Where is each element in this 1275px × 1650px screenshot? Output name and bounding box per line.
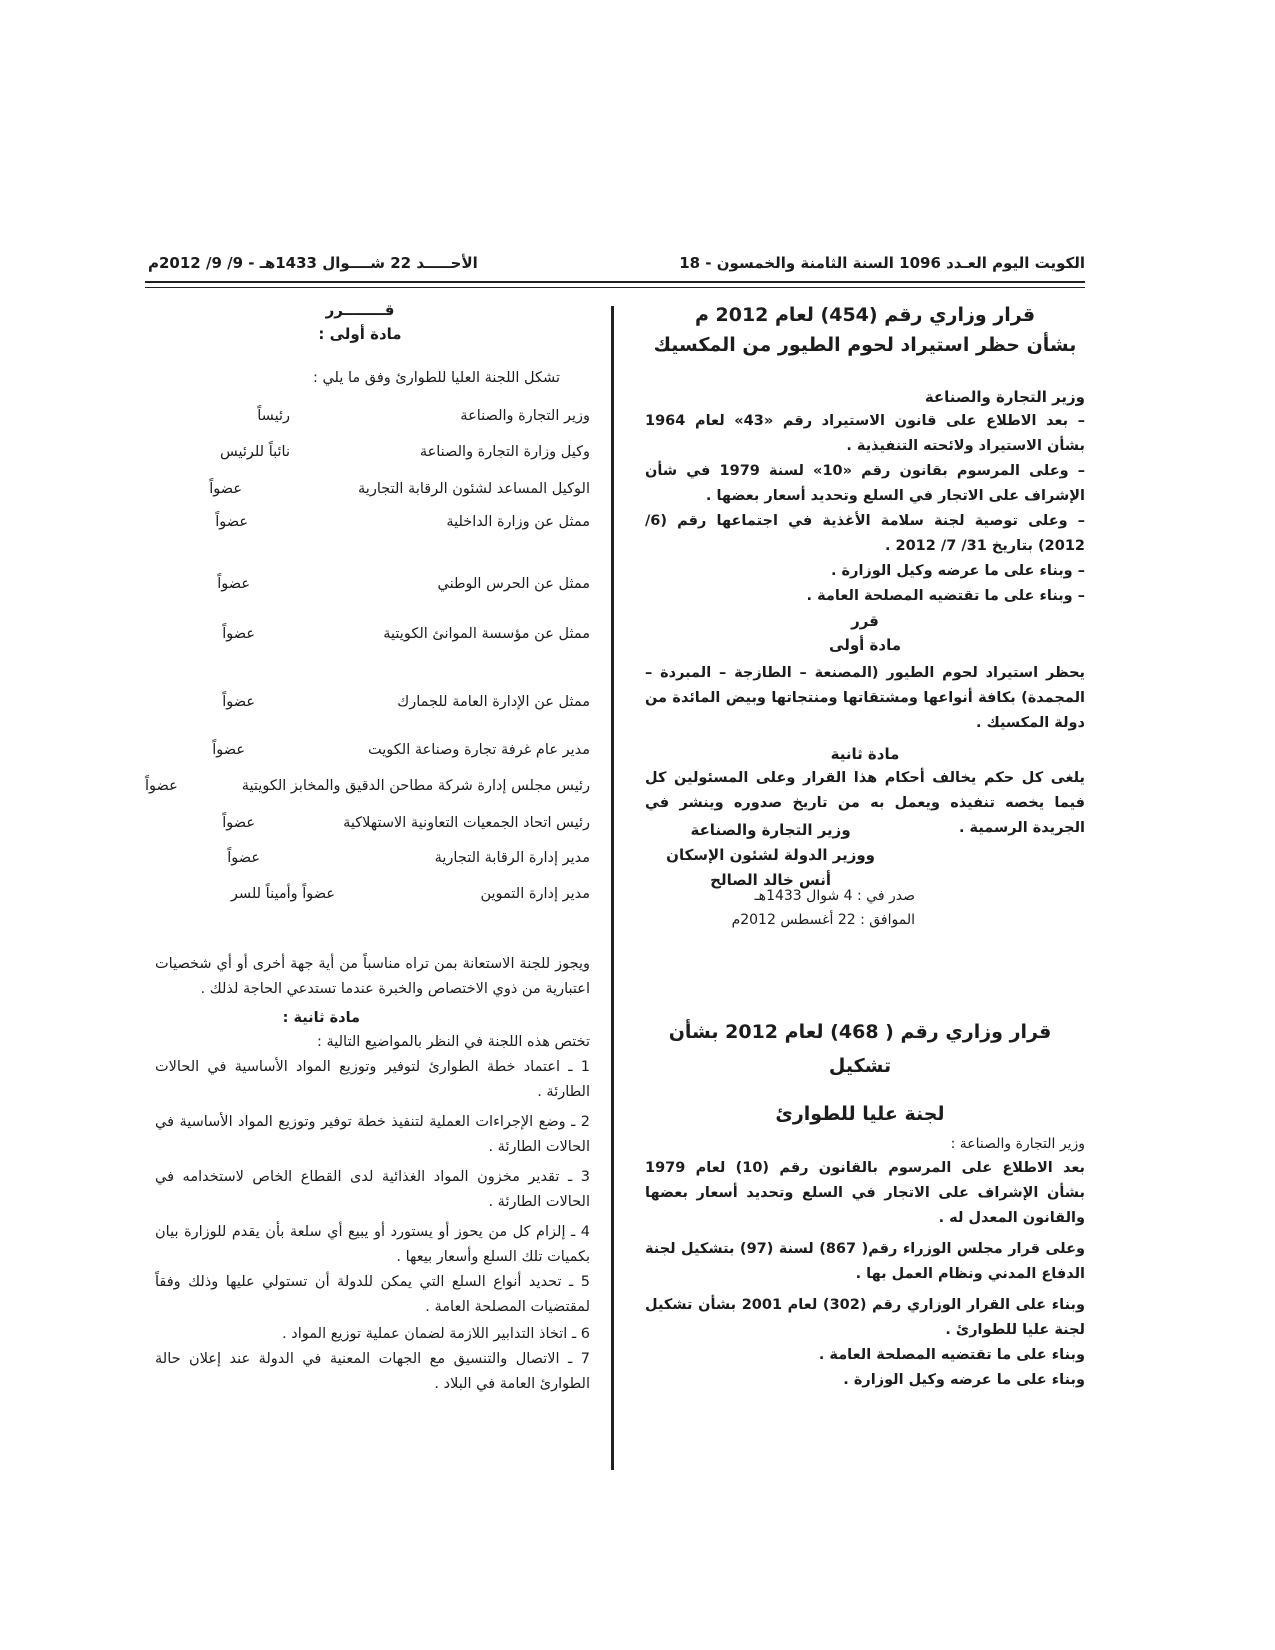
member-row — [160, 626, 590, 652]
member-row — [160, 576, 590, 602]
page-header-date: الأحـــــد 22 شــــوال 1433هـ - 9/ 9/ 2012م — [148, 254, 478, 272]
decision-468-authority: وزير التجارة والصناعة : — [950, 1136, 1085, 1152]
preamble-item: – وعلى توصية لجنة سلامة الأغذية في اجتماعها رقم (6/ 2012) بتاريخ 31/ 7/ 2012 . — [645, 513, 1085, 554]
decision-454-subtitle: بشأن حظر استيراد لحوم الطيور من المكسيك — [653, 334, 1077, 356]
preamble-item: – وعلى المرسوم بقانون رقم «10» لسنة 1979 في شأن الإشراف على الاتجار في السلع وتحديد أسعار بعضها . — [645, 463, 1086, 504]
member-role: عضواً — [209, 481, 242, 497]
member-title: الوكيل المساعد لشئون الرقابة التجارية — [358, 481, 590, 497]
signature-name: أنس خالد الصالح — [710, 871, 831, 889]
task-item: 4 ـ إلزام كل من يحوز أو يستورد أو يبيع أي سلعة بأن يقدم للوزارة بيان بكميات تلك السلع وأسعار بيعها . — [155, 1224, 590, 1265]
decision-468-body — [645, 1132, 1085, 1393]
member-row — [160, 514, 590, 540]
member-role: عضواً — [222, 694, 255, 710]
tasks-list — [155, 1055, 590, 1397]
member-title: وكيل وزارة التجارة والصناعة — [419, 444, 590, 460]
member-title: ممثل عن مؤسسة الموانئ الكويتية — [383, 626, 590, 642]
member-role: عضواً — [222, 626, 255, 642]
decision-454-article1: يحظر استيراد لحوم الطيور (المصنعة – الطازجة – المبردة – المجمدة) بكافة أنواعها ومشتقاتها ومنتجاتها وبيض المائدة من دولة المكسيك . — [645, 665, 1085, 731]
decision-468-article2-block — [155, 952, 590, 1397]
member-title: وزير التجارة والصناعة — [460, 408, 590, 424]
column-divider — [611, 306, 614, 1470]
member-role: نائباً للرئيس — [219, 444, 290, 460]
member-row — [160, 850, 590, 876]
task-item: 1 ـ اعتماد خطة الطوارئ لتوفير وتوزيع المواد الأساسية في الحالات الطارئة . — [155, 1059, 590, 1100]
member-title: مدير إدارة التموين — [480, 886, 590, 902]
member-role: رئيساً — [257, 408, 290, 424]
task-item: 6 ـ اتخاذ التدابير اللازمة لضمان عملية توزيع المواد . — [282, 1326, 590, 1342]
member-row — [160, 742, 590, 768]
decision-454-title: قرار وزاري رقم (454) لعام 2012 م — [694, 304, 1036, 326]
member-role: عضواً — [212, 742, 245, 758]
decision-454-article2-heading: مادة ثانية — [830, 745, 900, 763]
decision-468-title: قرار وزاري رقم ( 468) لعام 2012 بشأن تشكيل — [668, 1021, 1052, 1077]
preamble-item: – وبناء على ما عرضه وكيل الوزارة . — [830, 563, 1085, 579]
member-role: عضواً — [227, 850, 260, 866]
preamble-item: وعلى قرار مجلس الوزراء رقم( 867) لسنة (97) بتشكيل لجنة الدفاع المدني ونظام العمل بها . — [645, 1241, 1085, 1282]
decision-454-article1-heading: مادة أولى — [829, 636, 901, 654]
member-row — [160, 694, 590, 720]
decision-454-authority: وزير التجارة والصناعة — [924, 388, 1085, 406]
member-role: عضواً وأميناً للسر — [230, 886, 335, 902]
decision-454-preamble — [645, 409, 1085, 609]
preamble-item: – بعد الاطلاع على قانون الاستيراد رقم «43» لعام 1964 بشأن الاستيراد ولائحته التنفيذية . — [645, 413, 1085, 454]
decision-468-article1-heading: مادة أولى : — [318, 325, 402, 343]
preamble-item: – وبناء على ما تقتضيه المصلحة العامة . — [806, 588, 1085, 604]
member-row — [160, 815, 590, 841]
signature-line: ووزير الدولة لشئون الإسكان — [666, 846, 875, 864]
decision-468-decides-block — [310, 298, 410, 346]
decision-454-body — [645, 385, 1085, 841]
task-item: 3 ـ تقدير مخزون المواد الغذائية لدى القطاع الخاص لاستخدامه في الحالات الطارئة . — [155, 1169, 590, 1210]
assistance-paragraph: ويجوز للجنة الاستعانة بمن تراه مناسباً من أية جهة أخرى أو أي شخصيات اعتبارية من ذوي الاختصاص والخبرة عندما تستدعي الحاجة لذلك . — [155, 956, 590, 997]
decision-454-dates — [732, 884, 915, 932]
issued-date: صدر في : 4 شوال 1433هـ — [754, 888, 915, 904]
decision-468-header — [635, 1015, 1085, 1131]
article2-intro: تختص هذه اللجنة في النظر بالمواضيع التالية : — [316, 1034, 590, 1050]
decision-468-preamble — [645, 1156, 1085, 1393]
decision-454-decides: قرر — [851, 612, 879, 630]
member-title: مدير عام غرفة تجارة وصناعة الكويت — [368, 742, 590, 758]
member-role: عضواً — [217, 576, 250, 592]
preamble-item: وبناء على ما تقتضيه المصلحة العامة . — [818, 1347, 1085, 1363]
member-title: ممثل عن وزارة الداخلية — [446, 514, 590, 530]
member-title: رئيس مجلس إدارة شركة مطاحن الدقيق والمخابز الكويتية — [241, 778, 590, 794]
header-rule-thin — [145, 287, 1085, 288]
task-item: 7 ـ الاتصال والتنسيق مع الجهات المعنية في الدولة عند إعلان حالة الطوارئ العامة في البلاد . — [155, 1351, 590, 1392]
preamble-item: بعد الاطلاع على المرسوم بالقانون رقم (10) لعام 1979 بشأن الإشراف على الاتجار في السلع وتحديد أسعار بعضها والقانون المعدل له . — [645, 1160, 1085, 1226]
member-title: ممثل عن الإدارة العامة للجمارك — [397, 694, 590, 710]
members-intro: تشكل اللجنة العليا للطوارئ وفق ما يلي : — [312, 370, 560, 386]
preamble-item: وبناء على ما عرضه وكيل الوزارة . — [843, 1372, 1085, 1388]
decision-468-subtitle: لجنة عليا للطوارئ — [775, 1103, 945, 1125]
decision-468-article2-heading: مادة ثانية : — [282, 1010, 360, 1026]
decision-454 — [645, 300, 1085, 360]
decision-454-signature — [666, 818, 875, 893]
task-item: 2 ـ وضع الإجراءات العملية لتنفيذ خطة توفير وتوزيع المواد الأساسية في الحالات الطارئة . — [155, 1114, 590, 1155]
decision-468-decides: قــــــــرر — [325, 301, 395, 319]
member-row — [160, 408, 590, 434]
member-row — [160, 481, 590, 507]
member-title: رئيس اتحاد الجمعيات التعاونية الاستهلاكية — [343, 815, 590, 831]
decision-454-article2: يلغى كل حكم يخالف أحكام هذا القرار وعلى المسئولين كل فيما يخصه تنفيذه ويعمل به من تاريخ صدوره وينشر في الجريدة الرسمية . — [645, 770, 1085, 836]
member-title: ممثل عن الحرس الوطني — [437, 576, 590, 592]
page-header-issue: الكويت اليوم العـدد 1096 السنة الثامنة والخمسون - 18 — [679, 254, 1085, 272]
member-row — [145, 778, 590, 804]
preamble-item: وبناء على القرار الوزاري رقم (302) لعام 2001 بشأن تشكيل لجنة عليا للطوارئ . — [645, 1297, 1085, 1338]
corresponding-date: الموافق : 22 أغسطس 2012م — [731, 912, 915, 928]
signature-line: وزير التجارة والصناعة — [690, 821, 851, 839]
header-rule — [145, 281, 1085, 283]
member-title: مدير إدارة الرقابة التجارية — [434, 850, 590, 866]
member-row — [160, 886, 590, 912]
member-role: عضواً — [145, 778, 178, 794]
task-item: 5 ـ تحديد أنواع السلع التي يمكن للدولة أن تستولي عليها وذلك وفقاً لمقتضيات المصلحة العامة . — [155, 1274, 590, 1315]
member-role: عضواً — [215, 514, 248, 530]
member-role: عضواً — [222, 815, 255, 831]
member-row — [160, 444, 590, 470]
